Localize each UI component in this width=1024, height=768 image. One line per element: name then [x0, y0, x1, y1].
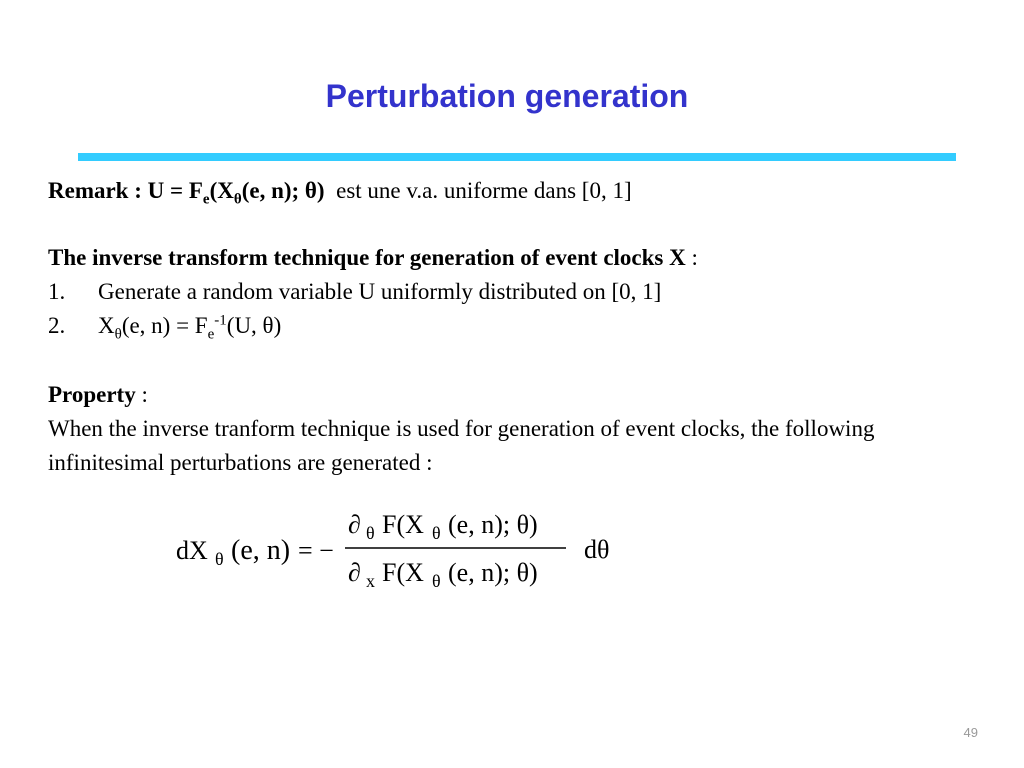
remark-open-x: (X [209, 178, 234, 203]
remark-label: Remark : U = F [48, 178, 203, 203]
formula-equals-minus: = − [298, 536, 334, 565]
formula-num-sub: θ [432, 523, 441, 543]
list-item-number: 2. [48, 313, 66, 338]
formula-num-partial-sub: θ [366, 523, 375, 543]
page-number: 49 [963, 725, 978, 740]
list-item-text: Generate a random variable U uniformly distributed on [0, 1] [98, 279, 662, 304]
formula-rhs: dθ [584, 535, 610, 564]
list-item-number: 1. [48, 279, 66, 304]
property-text: When the inverse tranform technique is used for generation of event clocks, the following infinitesimal perturbations are generated : [48, 416, 875, 475]
formula-den-body: F(X [382, 558, 424, 587]
remark-sub-e: e [202, 191, 210, 208]
list-item-sub-theta: θ [114, 326, 122, 343]
property-colon: : [135, 382, 148, 407]
formula-num-body: F(X [382, 510, 424, 539]
technique-heading-colon: : [685, 245, 698, 270]
list-item-mid: (e, n) = F [121, 313, 208, 338]
formula-num-args: (e, n); θ) [448, 510, 538, 539]
formula-den-partial-sub: x [366, 571, 375, 591]
remark-tail: est une v.a. uniforme dans [0, 1] [336, 178, 632, 203]
formula-lhs-args: (e, n) [231, 535, 291, 566]
formula-den-args: (e, n); θ) [448, 558, 538, 587]
list-item-tail: (U, θ) [226, 313, 282, 338]
remark-args: (e, n); θ) [241, 178, 325, 203]
formula-num-partial: ∂ [348, 510, 361, 539]
property-heading: Property [48, 382, 136, 407]
formula-den-sub: θ [432, 571, 441, 591]
remark-sub-theta: θ [233, 191, 242, 208]
formula-den-partial: ∂ [348, 558, 361, 587]
list-item-x: X [98, 313, 115, 338]
slide-title: Perturbation generation [325, 78, 689, 114]
list-item-sup: -1 [214, 312, 227, 329]
list-item-sub-e: e [207, 326, 215, 343]
technique-heading: The inverse transform technique for generation of event clocks X [48, 245, 686, 270]
formula-lhs-sub: θ [215, 549, 224, 569]
formula-lhs: dX [176, 536, 208, 565]
